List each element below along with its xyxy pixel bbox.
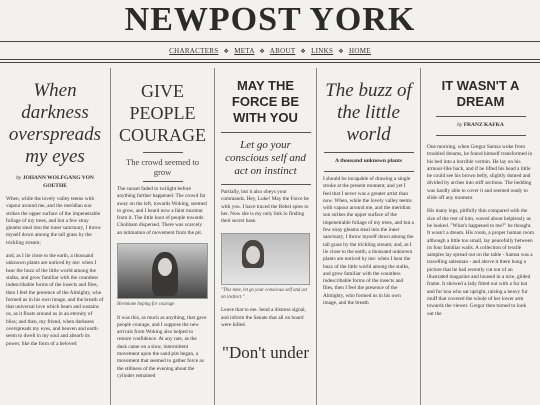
article-column-courage — [111, 68, 214, 405]
article-subhead: A thousand unknown plants — [334, 158, 402, 164]
article-paragraph: The sunset faded to twilight before anything further happened. The crowd far away on the left, towards Woking, seemed to grow, and I heard now a faint murmur from it. The little knot of people towards Chobham dispersed. There was scarcely an intimation of movement from the pit. — [117, 186, 207, 236]
site-title: NEWPOST YORK — [124, 1, 416, 38]
byline-author: FRANZ KAFKA — [463, 122, 504, 128]
article-paragraph: I should be incapable of drawing a single stroke at the present moment; and yet I feel that I never was a greater artist than now. When, while the lovely valley teems with vapour around me, and the meridian sun strikes the upper surface of the impenetrable foliage of my trees, and but a few stray gleams steal into the inner sanctuary, I throw myself down among the tall grass by the trickling stream; and, as I lie close to the earth, a thousand unknown plants are noticed by me: when I hear the buzz of the little world among the stalks, and grow familiar with the countless indescribable forms of the insects and flies, then I feel the presence of the Almighty, who formed us in his own image, and the breath — [323, 176, 414, 307]
article-subhead: Let go your conscious self and act on instinct — [225, 139, 306, 177]
article-headline[interactable]: GIVE PEOPLE COURAGE — [118, 81, 206, 145]
nav-separator: ❖ — [259, 49, 266, 55]
article-paragraph: It was this, as much as anything, that gave people courage, and I suppose the new arrivals from Woking also helped to restore confidence. At any rate, as the dusk came on a slow, intermittent movement upon the sand pits began, a movement that seemed to gather force as the stillness of the evening about the cylinder remained — [117, 314, 207, 379]
subhead-rule — [143, 181, 183, 182]
article-body — [323, 176, 414, 307]
nav-separator: ❖ — [223, 49, 230, 55]
article-headline[interactable]: MAY THE FORCE BE WITH YOU — [231, 78, 300, 125]
article-headline[interactable]: IT WASN'T A DREAM — [441, 78, 520, 109]
article-paragraph: His many legs, pitifully thin compared with the size of the rest of him, waved about helplessly as he looked. "What's happened to me?" he thought. It wasn't a dream. His room, a proper human room although a little too small, lay peacefully between its four familiar walls. A collection of textile samples lay spread out on the table - Samsa was a travelling salesman - and above it there hung a picture that he had recently cut out of an illustrated magazine and housed in a nice, gilded frame. It showed a lady fitted out with a fur hat and fur boa who sat upright, raising a heavy fur muff that covered the whole of her lower arm towards the viewer. Gregor then turned to look out the — [427, 208, 535, 317]
nav-separator: ❖ — [300, 49, 307, 55]
nav-rule-top — [0, 59, 540, 60]
article-body — [6, 196, 104, 348]
headline-rule — [221, 132, 311, 133]
article-paragraph: Leave that to me. Send a distress signal, and inform the Senate that all on board were killed. — [221, 307, 306, 329]
nav-rule-bottom — [0, 62, 540, 63]
article-column-buzz — [317, 68, 420, 405]
nav-about-link[interactable]: ABOUT — [269, 47, 296, 55]
article-headline[interactable]: The buzz of the little world — [325, 80, 412, 145]
photo-caption: "This time, let go your conscious self and act on instinct." — [221, 288, 308, 300]
article-body — [221, 307, 310, 329]
pull-quote: "Don't under — [222, 343, 309, 363]
article-headline[interactable]: When darkness overspreads my eyes — [8, 80, 102, 167]
subhead-rule — [221, 184, 311, 185]
article-paragraph: and, as I lie close to the earth, a thousand unknown plants are noticed by me: when I hear the buzz of the little world among the stalks, and grow familiar with the countless indescribable forms of the insects and flies, then I feel the presence of the Almighty, who formed us in his own image, and the breath of that universal love which bears and sustains us, as it floats around us in an eternity of bliss; and then, my friend, when darkness overspreads my eyes, and heaven and earth seem to dwell in my soul and absorb its power, like the form of a beloved — [6, 253, 104, 347]
photo-caption: Hermione hoping for courage — [117, 302, 175, 308]
article-column-force — [215, 68, 316, 405]
byline-rule — [436, 135, 526, 136]
nav-separator: ❖ — [338, 49, 344, 55]
article-body — [117, 315, 208, 381]
headline-rule — [436, 116, 526, 117]
article-byline — [6, 174, 104, 190]
nav-home-link[interactable]: HOME — [349, 47, 371, 55]
byline-author: JOHANN WOLFGANG VON GOETHE — [22, 175, 94, 189]
main-nav — [0, 47, 540, 55]
article-paragraph: Partially, but it also obeys your commands. Hey, Luke! May the Force be with you. I have traced the Rebel spies to her. Now she is my only link to finding their secret base. — [221, 189, 309, 225]
article-column-kafka — [421, 68, 540, 405]
article-photo[interactable] — [117, 243, 208, 299]
nav-characters-link[interactable]: CHARACTERS — [169, 47, 219, 55]
article-column-goethe — [0, 68, 110, 405]
headline-rule — [143, 152, 183, 153]
nav-links-link[interactable]: LINKS — [311, 47, 334, 55]
article-subhead: The crowd seemed to grow — [126, 157, 199, 177]
article-body — [427, 144, 534, 318]
article-byline — [427, 121, 534, 129]
article-body — [117, 186, 208, 237]
masthead-rule-top — [0, 41, 540, 42]
article-body — [221, 189, 310, 225]
subhead-rule — [324, 171, 414, 172]
byline-prefix: by — [457, 122, 463, 128]
article-paragraph: One morning, when Gregor Samsa woke from troubled dreams, he found himself transformed in his bed into a horrible vermin. He lay on his armour-like back, and if he lifted his head a little he could see his brown belly, slightly domed and divided by arches into stiff sections. The bedding was hardly able to cover it and seemed ready to slide off any moment. — [427, 144, 533, 202]
article-paragraph: When, while the lovely valley teems with vapour around me, and the meridian sun strikes the upper surface of the impenetrable foliage of my trees, and but a few stray gleams steal into the inner sanctuary, I throw myself down among the tall grass by the trickling stream; — [6, 196, 101, 246]
headline-rule — [324, 152, 414, 153]
article-photo[interactable] — [221, 233, 310, 285]
photo-subject-face — [158, 258, 172, 276]
byline-prefix: by — [16, 175, 22, 181]
nav-meta-link[interactable]: META — [234, 47, 255, 55]
